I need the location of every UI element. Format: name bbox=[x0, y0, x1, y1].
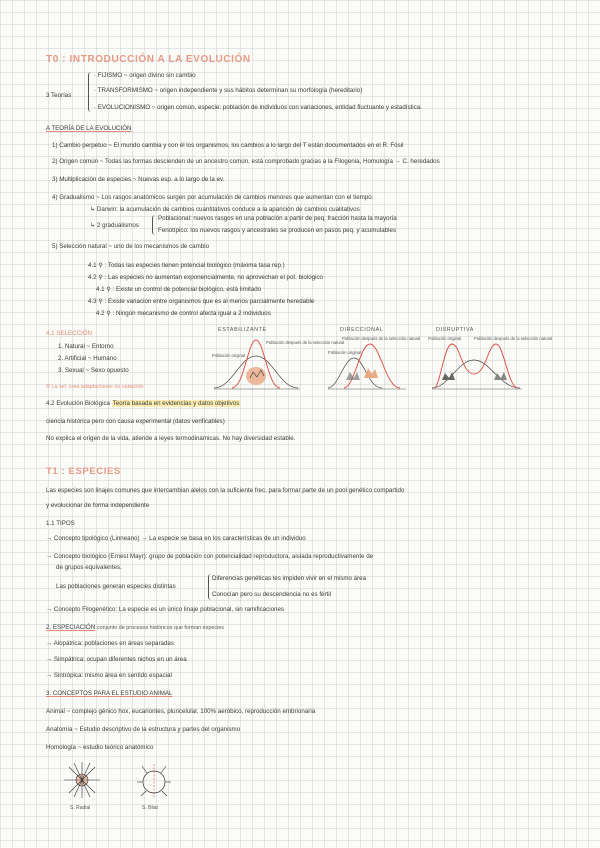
bilateral-symmetry-sketch bbox=[134, 760, 174, 800]
point-cambio: 1) Cambio perpetuo ~ El mundo cambia y con él los organismos, los cambios a lo largo del T están documentados en el R. Fósil bbox=[52, 142, 404, 149]
seleccion-natural: 1. Natural ~ Entorno bbox=[58, 343, 114, 350]
especiacion-sintropica: → Sintrópica: mismo área en sentido espacial bbox=[46, 672, 172, 679]
inference-4: 4.3 ⚲ : Existe variación entre organismos que es al menos parcialmente heredable bbox=[88, 298, 315, 305]
tipos-heading: 1.1 TIPOS bbox=[46, 520, 75, 527]
darwin-note: ↳ Darwin: la acumulación de cambios cuantitativos conduce a la aparición de cambios cualitativos bbox=[90, 206, 360, 213]
point-origen: 2) Origen común ~ Todas las formas descienden de un ancestro común, está comprobado gracias a la Filogenia, Homología → C. heredados bbox=[52, 158, 440, 165]
t1-title: T1 : ESPECIES bbox=[46, 466, 121, 477]
teoria-evolucionismo: · EVOLUCIONISMO ~ origen común, especie: población de individuos con variaciones, entidad fluctuante y estadística. bbox=[94, 104, 422, 111]
especiacion-line bbox=[46, 624, 224, 632]
seleccion-artificial: 2. Artificial ~ Humano bbox=[58, 355, 117, 362]
diagram-title-direccional: DIRECCIONAL bbox=[340, 327, 384, 333]
especies-intro-2: y evolucionar de forma independiente bbox=[46, 502, 150, 509]
selected-curve bbox=[434, 344, 518, 388]
t0-title: T0 : INTRODUCCIÓN A LA EVOLUCIÓN bbox=[46, 54, 251, 65]
radial-symmetry-label: S. Radial bbox=[70, 805, 91, 811]
diagram-label-original-3: Población original bbox=[428, 336, 462, 341]
conceptos-heading: 3. CONCEPTOS PARA EL ESTUDIO ANIMAL bbox=[46, 690, 173, 697]
seleccion-heading: 4.1 SELECCIÓN bbox=[46, 330, 93, 337]
especies-intro-1: Las especies son linajes comunes que intercambian alelos con la suficiente frec. para formar parte de un pool genético compartido bbox=[46, 487, 405, 494]
diagram-label-original-1: Población original bbox=[212, 353, 246, 358]
tipo-biologico: → Concepto biológico (Ernest Mayr): grupo de población con potencialidad reproductora, aislada reproductivamente de bbox=[46, 553, 374, 560]
ciencia-note: ciencia histórica pero con causa experimental (datos verificables) bbox=[46, 418, 225, 425]
inference-1: 4.1 ⚲ : Todas las especies tienen potencial biológico (máxima tasa rep.) bbox=[88, 262, 285, 269]
inference-2: 4.2 ⚲ : Las especies no aumentan exponencialmente, no aprovechan el pot. biológico bbox=[88, 274, 324, 281]
radial-symmetry-sketch bbox=[62, 760, 102, 800]
stabilizing-selection-diagram bbox=[212, 334, 302, 392]
gradualismo-poblacional: Poblacional: nuevos rasgos en una población a partir de peq. fracción hasta la mayoría bbox=[158, 215, 397, 222]
gradualismos-label: ↳ 2 gradualismos bbox=[90, 222, 139, 229]
adaptaciones-note: ⚲ La sel. crea adaptaciones no variación bbox=[46, 384, 144, 390]
teoria-transformismo: · TRANSFORMISMO ~ origen independiente y sus hábitos determinan su morfología (hereditario) bbox=[94, 87, 363, 94]
diagram-title-estabilizante: ESTABILIZANTE bbox=[218, 327, 267, 333]
point-gradualismo: 4) Gradualismo ~ Los rasgos anatómicos surgen por acumulación de cambios menores que aumentan con el tiempo. bbox=[52, 194, 374, 201]
diagram-label-original-2: Población original bbox=[328, 350, 362, 355]
sketch-left bbox=[442, 372, 455, 380]
diagram-label-seleccion-3: Población después de la selección natural bbox=[474, 336, 553, 341]
tipo-filogenetico: → Concepto Filogenético: La especie es un único linaje poblacional, sin ramificaciones bbox=[46, 606, 285, 613]
inference-5: 4.2 ⚲ : Ningún mecanismo de control afecta igual a 2 individuos bbox=[96, 310, 271, 317]
diagram-label-seleccion-1: Población después de la selección natural bbox=[266, 340, 345, 345]
diagram-title-disruptiva: DISRUPTIVA bbox=[436, 327, 474, 333]
directional-selection-diagram bbox=[326, 334, 416, 392]
seleccion-sexual: 3. Sexual ~ Sexo opuesto bbox=[58, 367, 129, 374]
poblaciones-label: Las poblaciones generan especies distintas bbox=[56, 583, 176, 590]
concepto-homologia: Homología ~ estudio teórico anatómico bbox=[46, 744, 154, 751]
especiacion-simpatrica: → Simpátrica: ocupan diferentes nichos en un área bbox=[46, 656, 187, 663]
bilateral-symmetry-label: S. Bilat bbox=[142, 805, 158, 811]
concepto-animal: Animal ~ complejo génico hox, eucariontes, pluricelular, 100% aeróbico, reproducción embrionaria bbox=[46, 708, 316, 715]
teoria-heading: A TEORÍA DE LA EVOLUCIÓN bbox=[46, 125, 132, 132]
evolucion-biologica-text: Teoría basada en evidencias y datos objetivos bbox=[112, 400, 240, 407]
evolucion-biologica-label bbox=[46, 400, 240, 408]
teoria-fijismo: · FIJISMO ~ origen divino sin cambio bbox=[94, 72, 196, 79]
concepto-anatomia: Anatomía ~ Estudio descriptivo de la estructura y partes del organismo bbox=[46, 726, 241, 733]
poblaciones-item-2: Conocían pero su descendencia no es fértil bbox=[212, 591, 332, 598]
tipo-tipologico: → Concepto tipológico (Linneano) → La especie se basa en los características de un individuo bbox=[46, 535, 306, 542]
point-seleccion: 5) Selección natural ~ uno de los mecanismos de cambio bbox=[52, 243, 210, 250]
origen-note: No explica el origen de la vida, atiende a leyes termodinámicas. No hay diversidad estable. bbox=[46, 435, 296, 442]
especiacion-text: conjunto de procesos históricos que forman especies bbox=[96, 625, 224, 631]
teorias-brace bbox=[88, 72, 93, 112]
evolucion-biologica-heading: 4.2 Evolución Biológica bbox=[46, 400, 110, 407]
disruptive-selection-diagram bbox=[428, 334, 528, 392]
gradualismos-brace bbox=[152, 215, 157, 235]
inference-3: 4.1 ⚲ : Existe un control de potencial biológico, está limitado bbox=[96, 286, 262, 293]
gradualismo-fenotipico: Fenotípico: los nuevos rasgos y ancestrales se producen en pasos peq. y acumulables bbox=[158, 227, 397, 234]
especiacion-heading: 2. ESPECIACIÓN bbox=[46, 624, 96, 631]
sketch-right bbox=[494, 372, 507, 380]
diagram-label-seleccion-2: Población después de la selección natural bbox=[342, 336, 421, 341]
poblaciones-item-1: Diferencias genéticas les impiden vivir en el mismo área bbox=[212, 575, 367, 582]
teorias-label: 3 Teorías bbox=[46, 92, 72, 99]
especiacion-alopatrica: → Alopátrica: poblaciones en áreas separadas bbox=[46, 640, 174, 647]
sketch-right bbox=[364, 368, 378, 378]
tipo-biologico-cont: de grupos equivalentes. bbox=[56, 564, 122, 571]
point-multiplicacion: 3) Multiplicación de especies ~ Nuevas esp. a lo largo de la ev. bbox=[52, 176, 225, 183]
